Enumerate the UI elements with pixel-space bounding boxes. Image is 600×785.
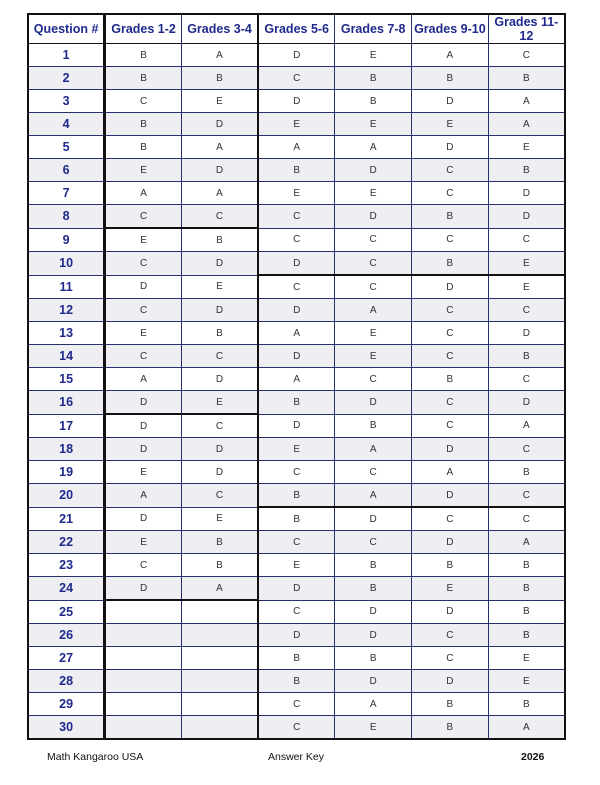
answer-cell: C — [181, 345, 258, 368]
answer-cell: C — [335, 252, 412, 276]
answer-cell: B — [412, 693, 489, 716]
table-header-row — [28, 14, 565, 44]
answer-cell: D — [258, 577, 335, 601]
answer-cell: E — [335, 113, 412, 136]
answer-cell: A — [258, 136, 335, 159]
answer-cell: C — [412, 159, 489, 182]
answer-cell: D — [258, 44, 335, 67]
answer-cell: D — [181, 252, 258, 276]
answer-cell: E — [181, 275, 258, 299]
table-body — [28, 44, 565, 740]
answer-cell: E — [181, 507, 258, 531]
answer-cell: D — [412, 670, 489, 693]
answer-cell: B — [335, 577, 412, 601]
answer-cell — [181, 624, 258, 647]
answer-cell: B — [488, 159, 565, 182]
table-row — [28, 275, 565, 299]
answer-cell: C — [488, 438, 565, 461]
header-grade-column: Grades 3-4 — [181, 14, 258, 44]
answer-cell: B — [105, 67, 182, 90]
answer-cell: E — [105, 461, 182, 484]
answer-cell: B — [412, 252, 489, 276]
question-number-cell: 28 — [28, 670, 105, 693]
answer-cell: D — [412, 136, 489, 159]
question-number-cell: 24 — [28, 577, 105, 601]
answer-cell: A — [105, 484, 182, 508]
answer-cell: E — [105, 228, 182, 252]
header-grade-column: Grades 1-2 — [105, 14, 182, 44]
answer-cell: C — [412, 647, 489, 670]
answer-cell: E — [488, 136, 565, 159]
answer-cell: B — [488, 461, 565, 484]
table-row — [28, 624, 565, 647]
header-grade-column: Grades 7-8 — [335, 14, 412, 44]
answer-cell: B — [258, 159, 335, 182]
answer-cell — [181, 670, 258, 693]
answer-cell: A — [258, 322, 335, 345]
table-row — [28, 414, 565, 438]
table-row — [28, 554, 565, 577]
answer-cell: C — [412, 345, 489, 368]
answer-cell: E — [488, 252, 565, 276]
table-row — [28, 716, 565, 740]
answer-cell: A — [105, 368, 182, 391]
answer-cell — [181, 716, 258, 740]
table-row — [28, 182, 565, 205]
header-grade-column: Grades 5-6 — [258, 14, 335, 44]
answer-cell: D — [335, 600, 412, 624]
answer-cell: D — [258, 345, 335, 368]
table-row — [28, 299, 565, 322]
table-row — [28, 67, 565, 90]
answer-cell: A — [181, 44, 258, 67]
answer-cell: D — [258, 252, 335, 276]
answer-cell: C — [258, 531, 335, 554]
answer-cell: B — [412, 205, 489, 229]
answer-cell — [105, 600, 182, 624]
table-row — [28, 391, 565, 415]
answer-cell: E — [258, 182, 335, 205]
answer-cell: D — [488, 182, 565, 205]
answer-key-table — [27, 13, 566, 740]
answer-cell: B — [258, 670, 335, 693]
question-number-cell: 26 — [28, 624, 105, 647]
answer-cell: D — [105, 577, 182, 601]
table-row — [28, 461, 565, 484]
answer-cell: C — [335, 531, 412, 554]
answer-cell: C — [412, 624, 489, 647]
table-row — [28, 90, 565, 113]
answer-cell: E — [105, 159, 182, 182]
answer-cell: D — [412, 484, 489, 508]
answer-cell: D — [105, 275, 182, 299]
question-number-cell: 9 — [28, 228, 105, 252]
answer-cell: E — [181, 391, 258, 415]
answer-cell: B — [258, 507, 335, 531]
question-number-cell: 14 — [28, 345, 105, 368]
question-number-cell: 18 — [28, 438, 105, 461]
question-number-cell: 20 — [28, 484, 105, 508]
answer-cell: C — [105, 205, 182, 229]
answer-cell: C — [488, 299, 565, 322]
answer-cell: C — [258, 716, 335, 740]
table-row — [28, 531, 565, 554]
answer-cell: B — [105, 136, 182, 159]
answer-cell: D — [181, 159, 258, 182]
answer-cell: B — [181, 67, 258, 90]
answer-cell — [181, 647, 258, 670]
question-number-cell: 16 — [28, 391, 105, 415]
answer-cell: A — [412, 461, 489, 484]
answer-cell: B — [181, 531, 258, 554]
answer-cell: C — [105, 252, 182, 276]
question-number-cell: 8 — [28, 205, 105, 229]
answer-cell: B — [335, 554, 412, 577]
answer-cell: D — [258, 299, 335, 322]
answer-cell: D — [412, 90, 489, 113]
answer-cell: B — [488, 624, 565, 647]
answer-cell: D — [488, 391, 565, 415]
question-number-cell: 27 — [28, 647, 105, 670]
table-row — [28, 670, 565, 693]
answer-cell: D — [181, 368, 258, 391]
answer-cell: E — [105, 322, 182, 345]
table-row — [28, 113, 565, 136]
table-row — [28, 44, 565, 67]
answer-cell: B — [335, 647, 412, 670]
footer-organization: Math Kangaroo USA — [47, 751, 144, 763]
answer-cell: B — [488, 600, 565, 624]
answer-cell: C — [181, 484, 258, 508]
answer-cell: C — [412, 228, 489, 252]
answer-cell: C — [488, 484, 565, 508]
answer-cell: D — [488, 205, 565, 229]
answer-cell: B — [258, 391, 335, 415]
answer-cell: B — [181, 322, 258, 345]
header-grade-column: Grades 11-12 — [488, 14, 565, 44]
question-number-cell: 19 — [28, 461, 105, 484]
answer-cell: D — [105, 507, 182, 531]
table-row — [28, 159, 565, 182]
answer-cell: C — [335, 368, 412, 391]
question-number-cell: 22 — [28, 531, 105, 554]
header-grade-column: Grades 9-10 — [412, 14, 489, 44]
table-row — [28, 345, 565, 368]
answer-cell — [181, 600, 258, 624]
answer-cell: B — [105, 44, 182, 67]
answer-cell: A — [488, 531, 565, 554]
answer-cell — [105, 647, 182, 670]
answer-cell: E — [412, 113, 489, 136]
answer-cell: E — [335, 716, 412, 740]
answer-cell: B — [181, 554, 258, 577]
question-number-cell: 21 — [28, 507, 105, 531]
answer-cell: D — [335, 507, 412, 531]
answer-cell: D — [412, 438, 489, 461]
table-row — [28, 484, 565, 508]
answer-cell: A — [488, 414, 565, 438]
footer-year: 2026 — [521, 751, 545, 763]
answer-cell: E — [258, 554, 335, 577]
answer-cell: D — [335, 205, 412, 229]
answer-cell: D — [105, 391, 182, 415]
answer-cell: D — [181, 113, 258, 136]
answer-cell: C — [412, 322, 489, 345]
answer-cell: A — [412, 44, 489, 67]
question-number-cell: 23 — [28, 554, 105, 577]
question-number-cell: 29 — [28, 693, 105, 716]
answer-cell: E — [181, 90, 258, 113]
answer-cell: E — [488, 670, 565, 693]
answer-cell: C — [412, 299, 489, 322]
answer-cell: D — [181, 461, 258, 484]
question-number-cell: 10 — [28, 252, 105, 276]
answer-cell: C — [335, 461, 412, 484]
answer-cell: D — [335, 624, 412, 647]
table-row — [28, 438, 565, 461]
answer-cell: E — [258, 438, 335, 461]
answer-cell: A — [488, 716, 565, 740]
answer-cell: C — [412, 182, 489, 205]
answer-cell: A — [181, 577, 258, 601]
answer-cell: B — [105, 113, 182, 136]
answer-cell: D — [181, 299, 258, 322]
answer-cell: C — [488, 44, 565, 67]
answer-cell: C — [181, 205, 258, 229]
answer-cell: D — [335, 670, 412, 693]
answer-cell: D — [105, 438, 182, 461]
answer-cell: B — [488, 554, 565, 577]
answer-cell — [105, 624, 182, 647]
answer-cell: D — [105, 414, 182, 438]
header-question-number: Question # — [28, 14, 105, 44]
answer-cell: C — [488, 228, 565, 252]
answer-cell: B — [412, 67, 489, 90]
answer-cell — [105, 716, 182, 740]
table-row — [28, 252, 565, 276]
question-number-cell: 7 — [28, 182, 105, 205]
answer-cell: A — [335, 438, 412, 461]
answer-cell: A — [181, 182, 258, 205]
answer-cell: C — [258, 205, 335, 229]
table-row — [28, 600, 565, 624]
table-row — [28, 368, 565, 391]
answer-cell: D — [335, 159, 412, 182]
answer-cell: C — [105, 299, 182, 322]
answer-cell: E — [335, 44, 412, 67]
answer-cell — [181, 693, 258, 716]
table-row — [28, 205, 565, 229]
answer-cell: D — [412, 275, 489, 299]
answer-cell: B — [488, 345, 565, 368]
answer-cell: A — [258, 368, 335, 391]
answer-cell: B — [258, 647, 335, 670]
answer-cell: C — [181, 414, 258, 438]
question-number-cell: 25 — [28, 600, 105, 624]
answer-cell: E — [335, 322, 412, 345]
answer-cell — [105, 693, 182, 716]
question-number-cell: 2 — [28, 67, 105, 90]
answer-cell: A — [335, 693, 412, 716]
answer-cell: E — [335, 182, 412, 205]
table-row — [28, 647, 565, 670]
answer-cell: E — [105, 531, 182, 554]
answer-cell: E — [258, 113, 335, 136]
answer-cell: A — [335, 484, 412, 508]
answer-cell: B — [335, 90, 412, 113]
footer-document-title: Answer Key — [268, 751, 325, 763]
table-row — [28, 322, 565, 345]
answer-cell: C — [488, 368, 565, 391]
answer-cell: D — [258, 414, 335, 438]
answer-cell: C — [412, 391, 489, 415]
answer-cell: A — [488, 90, 565, 113]
question-number-cell: 30 — [28, 716, 105, 740]
answer-cell: E — [412, 577, 489, 601]
table-row — [28, 693, 565, 716]
question-number-cell: 1 — [28, 44, 105, 67]
answer-cell: E — [488, 275, 565, 299]
answer-cell: B — [488, 577, 565, 601]
answer-cell: A — [181, 136, 258, 159]
answer-cell: A — [335, 136, 412, 159]
table-row — [28, 507, 565, 531]
answer-cell: C — [105, 90, 182, 113]
answer-cell: B — [335, 414, 412, 438]
answer-cell: C — [258, 600, 335, 624]
answer-cell: C — [105, 345, 182, 368]
question-number-cell: 4 — [28, 113, 105, 136]
answer-cell: E — [335, 345, 412, 368]
table-row — [28, 228, 565, 252]
question-number-cell: 3 — [28, 90, 105, 113]
question-number-cell: 5 — [28, 136, 105, 159]
answer-cell: D — [258, 624, 335, 647]
question-number-cell: 17 — [28, 414, 105, 438]
answer-cell: B — [258, 484, 335, 508]
answer-cell: A — [488, 113, 565, 136]
answer-cell: E — [488, 647, 565, 670]
answer-cell: B — [181, 228, 258, 252]
answer-cell: B — [412, 554, 489, 577]
answer-cell: D — [335, 391, 412, 415]
answer-cell: B — [412, 368, 489, 391]
answer-cell: D — [488, 322, 565, 345]
question-number-cell: 13 — [28, 322, 105, 345]
answer-cell: C — [258, 693, 335, 716]
answer-cell: D — [181, 438, 258, 461]
answer-cell: C — [335, 275, 412, 299]
answer-cell: C — [488, 507, 565, 531]
answer-cell: A — [335, 299, 412, 322]
answer-cell: B — [488, 67, 565, 90]
answer-cell: C — [258, 67, 335, 90]
answer-cell: B — [488, 693, 565, 716]
answer-cell: B — [412, 716, 489, 740]
answer-cell: C — [335, 228, 412, 252]
answer-cell: D — [412, 531, 489, 554]
answer-cell: C — [258, 275, 335, 299]
answer-cell: C — [412, 414, 489, 438]
answer-cell: C — [258, 228, 335, 252]
answer-cell: D — [258, 90, 335, 113]
answer-cell: A — [105, 182, 182, 205]
question-number-cell: 6 — [28, 159, 105, 182]
question-number-cell: 15 — [28, 368, 105, 391]
answer-cell: C — [105, 554, 182, 577]
answer-key-table-container — [27, 13, 566, 732]
answer-cell: C — [412, 507, 489, 531]
answer-cell: D — [412, 600, 489, 624]
answer-cell — [105, 670, 182, 693]
answer-cell: B — [335, 67, 412, 90]
table-row — [28, 136, 565, 159]
question-number-cell: 12 — [28, 299, 105, 322]
table-row — [28, 577, 565, 601]
answer-cell: C — [258, 461, 335, 484]
question-number-cell: 11 — [28, 275, 105, 299]
